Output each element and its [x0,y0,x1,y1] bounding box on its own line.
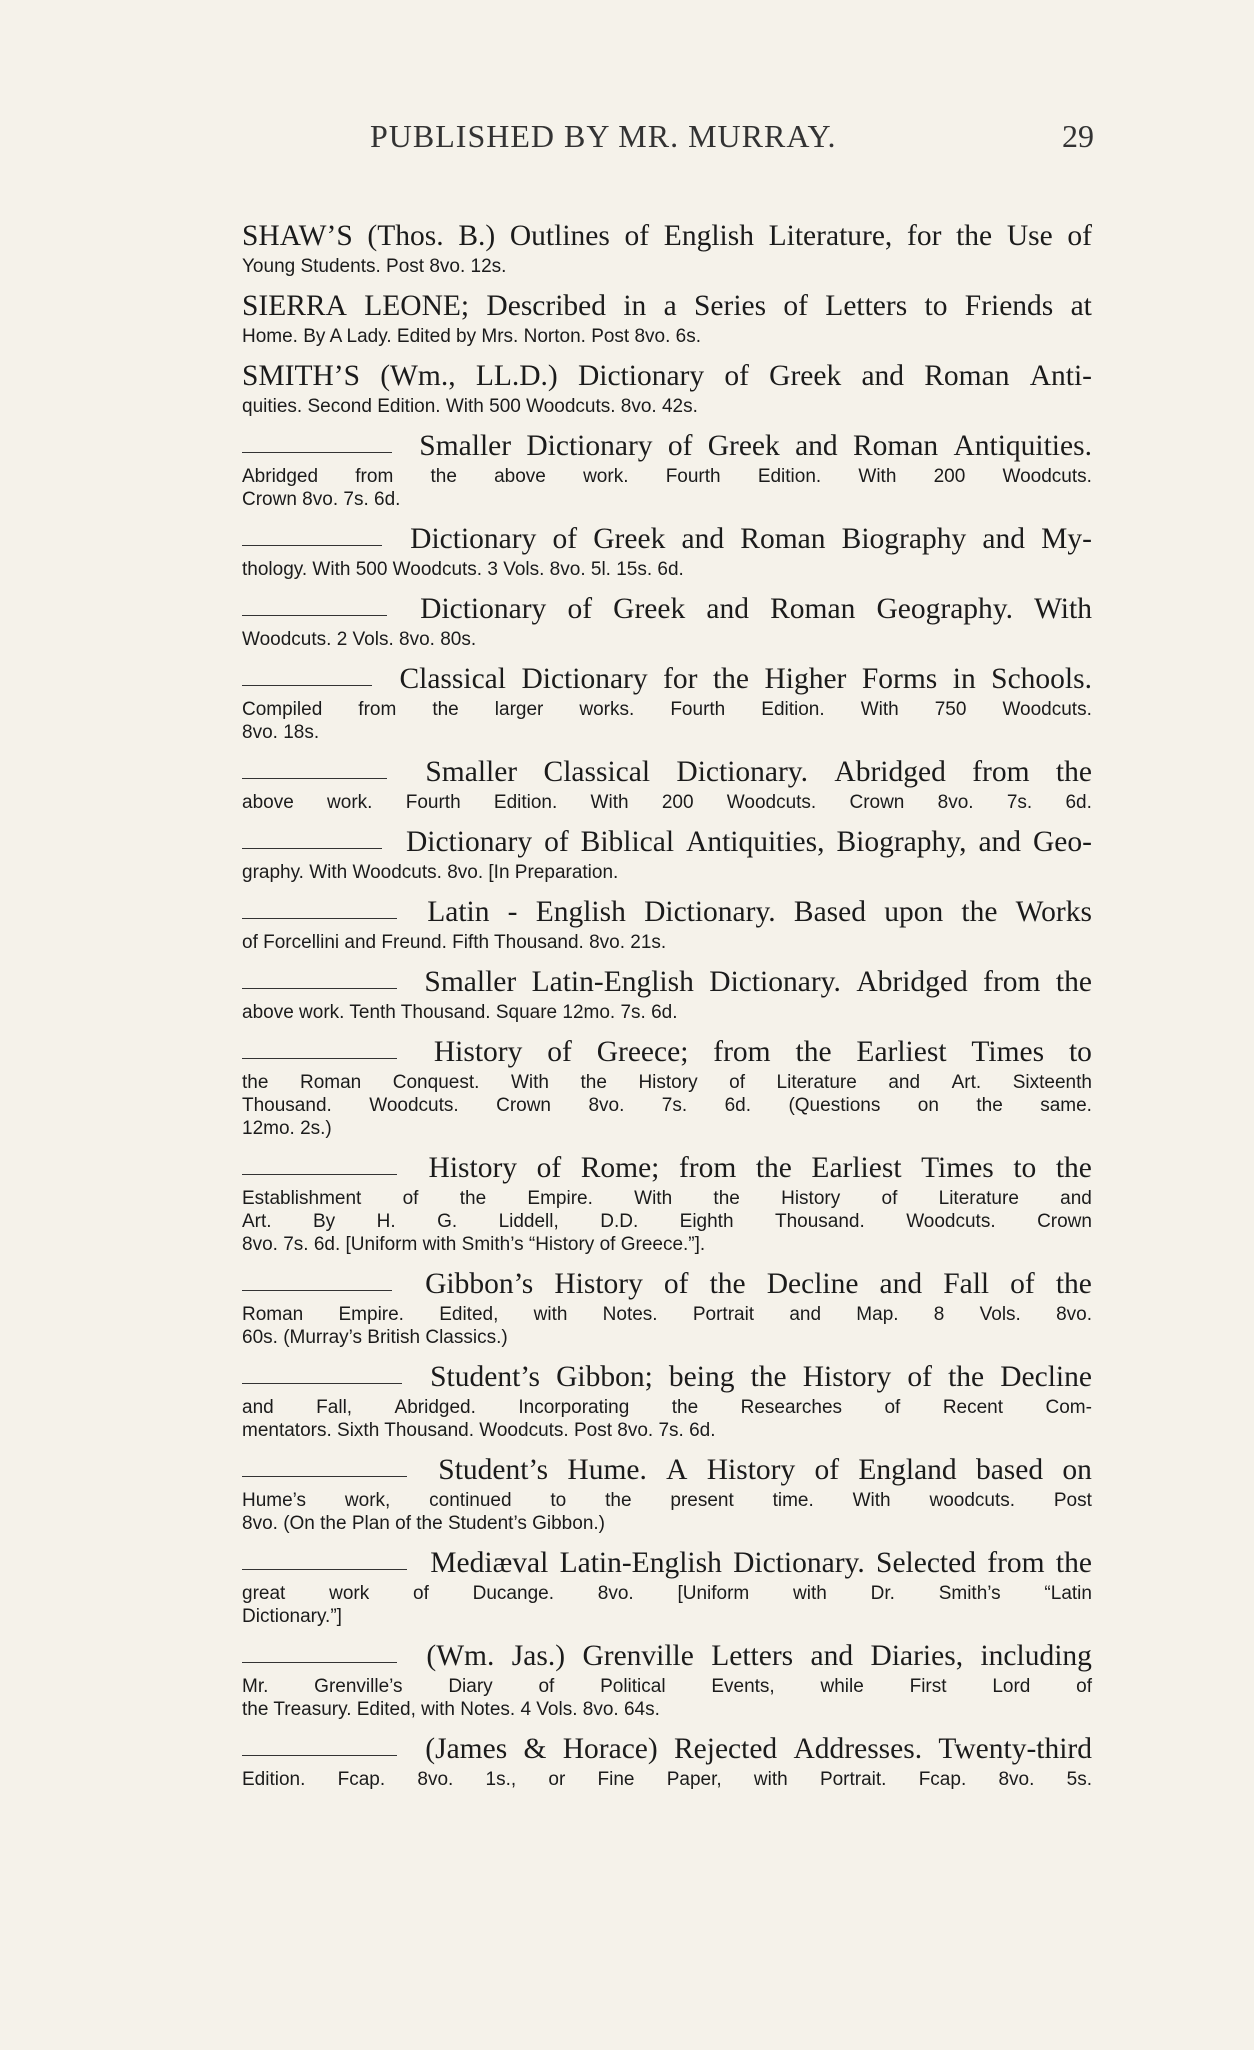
ditto-rule [242,1058,397,1059]
entry [242,591,1092,651]
entry-heading: Dictionary of Greek and Roman Biography and My- [242,521,1092,558]
entry-detail-line: the Roman Conquest. With the History of Literature and Art. Sixteenth [242,1072,1092,1093]
ditto-rule [242,685,372,686]
entry-heading: Student’s Gibbon; being the History of the Decline [242,1359,1092,1396]
entry-heading: Smaller Classical Dictionary. Abridged from the [242,754,1092,791]
page-header [370,118,1094,158]
entry-detail-line: Roman Empire. Edited, with Notes. Portrait and Map. 8 Vols. 8vo. [242,1304,1092,1325]
ditto-rule [242,1383,402,1384]
entry-heading: History of Rome; from the Earliest Times to the [242,1150,1092,1187]
entry-detail-line: Establishment of the Empire. With the History of Literature and [242,1188,1092,1209]
entry [242,1359,1092,1442]
entry-detail-line: Abridged from the above work. Fourth Edition. With 200 Woodcuts. [242,466,1092,487]
entry [242,1545,1092,1628]
entry [242,1034,1092,1140]
entry [242,358,1092,418]
ditto-rule [242,848,382,849]
entry-heading: SMITH’S (Wm., LL.D.) Dictionary of Greek and Roman Anti- [242,360,1092,392]
entry-heading: Classical Dictionary for the Higher Forms in Schools. [242,661,1092,698]
entry-detail-line: great work of Ducange. 8vo. [Uniform with Dr. Smith’s “Latin [242,1583,1092,1604]
entry-detail-line: and Fall, Abridged. Incorporating the Researches of Recent Com- [242,1397,1092,1418]
entry-detail-line: Crown 8vo. 7s. 6d. [242,489,401,510]
entry-heading: History of Greece; from the Earliest Times to [242,1034,1092,1071]
entry [242,521,1092,581]
entry-detail-line: 8vo. (On the Plan of the Student’s Gibbon.) [242,1513,605,1534]
running-head: PUBLISHED BY MR. MURRAY. [370,118,837,154]
entry-heading: Student’s Hume. A History of England based on [242,1452,1092,1489]
entry [242,1452,1092,1535]
entry-heading: Smaller Latin-English Dictionary. Abridged from the [242,964,1092,1001]
entry-detail-line: 60s. (Murray’s British Classics.) [242,1327,508,1348]
entry [242,964,1092,1024]
entry-detail-line: above work. Tenth Thousand. Square 12mo. 7s. 6d. [242,1002,678,1023]
entry-heading: Latin - English Dictionary. Based upon the Works [242,894,1092,931]
entry-heading: Smaller Dictionary of Greek and Roman Antiquities. [242,428,1092,465]
entry [242,1266,1092,1349]
ditto-rule [242,1755,397,1756]
entry [242,1150,1092,1256]
entry-heading: Mediæval Latin-English Dictionary. Selected from the [242,1545,1092,1582]
entry-heading: Dictionary of Greek and Roman Geography. With [242,591,1092,628]
entry-detail-line: of Forcellini and Freund. Fifth Thousand. 8vo. 21s. [242,932,667,953]
ditto-rule [242,1290,392,1291]
entry-detail-line: 12mo. 2s.) [242,1118,332,1139]
entry-detail-line: Woodcuts. 2 Vols. 8vo. 80s. [242,629,477,650]
entry [242,754,1092,814]
entry [242,661,1092,744]
entry-detail-line: Hume’s work, continued to the present time. With woodcuts. Post [242,1490,1092,1511]
page-number: 29 [1062,118,1094,154]
entry-detail-line: graphy. With Woodcuts. 8vo. [In Preparation. [242,862,619,883]
entry-detail-line: the Treasury. Edited, with Notes. 4 Vols. 8vo. 64s. [242,1699,660,1720]
entry [242,218,1092,278]
entry-detail-line: Thousand. Woodcuts. Crown 8vo. 7s. 6d. (Questions on the same. [242,1095,1092,1116]
entry-detail-line: Compiled from the larger works. Fourth Edition. With 750 Woodcuts. [242,699,1092,720]
entry-detail-line: thology. With 500 Woodcuts. 3 Vols. 8vo. 5l. 15s. 6d. [242,559,684,580]
ditto-rule [242,778,387,779]
entry-heading: Dictionary of Biblical Antiquities, Biography, and Geo- [242,824,1092,861]
ditto-rule [242,1174,397,1175]
ditto-rule [242,1476,407,1477]
catalogue-list [242,218,1092,1801]
entry-detail-line: 8vo. 18s. [242,722,320,743]
entry-detail-line: Home. By A Lady. Edited by Mrs. Norton. Post 8vo. 6s. [242,326,702,347]
ditto-rule [242,918,397,919]
entry-heading: SIERRA LEONE; Described in a Series of Letters to Friends at [242,290,1092,322]
entry-detail-line: Edition. Fcap. 8vo. 1s., or Fine Paper, with Portrait. Fcap. 8vo. 5s. [242,1769,1092,1790]
entry-detail-line: Young Students. Post 8vo. 12s. [242,256,507,277]
entry-detail-line: Dictionary.”] [242,1606,342,1627]
entry-detail-line: 8vo. 7s. 6d. [Uniform with Smith’s “History of Greece.”]. [242,1234,706,1255]
ditto-rule [242,615,387,616]
ditto-rule [242,452,392,453]
ditto-rule [242,545,382,546]
entry-detail-line: quities. Second Edition. With 500 Woodcuts. 8vo. 42s. [242,396,698,417]
entry [242,824,1092,884]
entry-heading: (James & Horace) Rejected Addresses. Twenty-third [242,1731,1092,1768]
entry [242,1731,1092,1791]
entry-detail-line: mentators. Sixth Thousand. Woodcuts. Post 8vo. 7s. 6d. [242,1420,716,1441]
entry-heading: (Wm. Jas.) Grenville Letters and Diaries, including [242,1638,1092,1675]
entry-detail-line: Art. By H. G. Liddell, D.D. Eighth Thousand. Woodcuts. Crown [242,1211,1092,1232]
ditto-rule [242,1662,397,1663]
entry-heading: SHAW’S (Thos. B.) Outlines of English Literature, for the Use of [242,220,1092,252]
entry-detail-line: above work. Fourth Edition. With 200 Woodcuts. Crown 8vo. 7s. 6d. [242,792,1092,813]
entry [242,428,1092,511]
entry [242,288,1092,348]
entry [242,894,1092,954]
ditto-rule [242,988,397,989]
entry-heading: Gibbon’s History of the Decline and Fall of the [242,1266,1092,1303]
entry-detail-line: Mr. Grenville’s Diary of Political Events, while First Lord of [242,1676,1092,1697]
ditto-rule [242,1569,407,1570]
entry [242,1638,1092,1721]
